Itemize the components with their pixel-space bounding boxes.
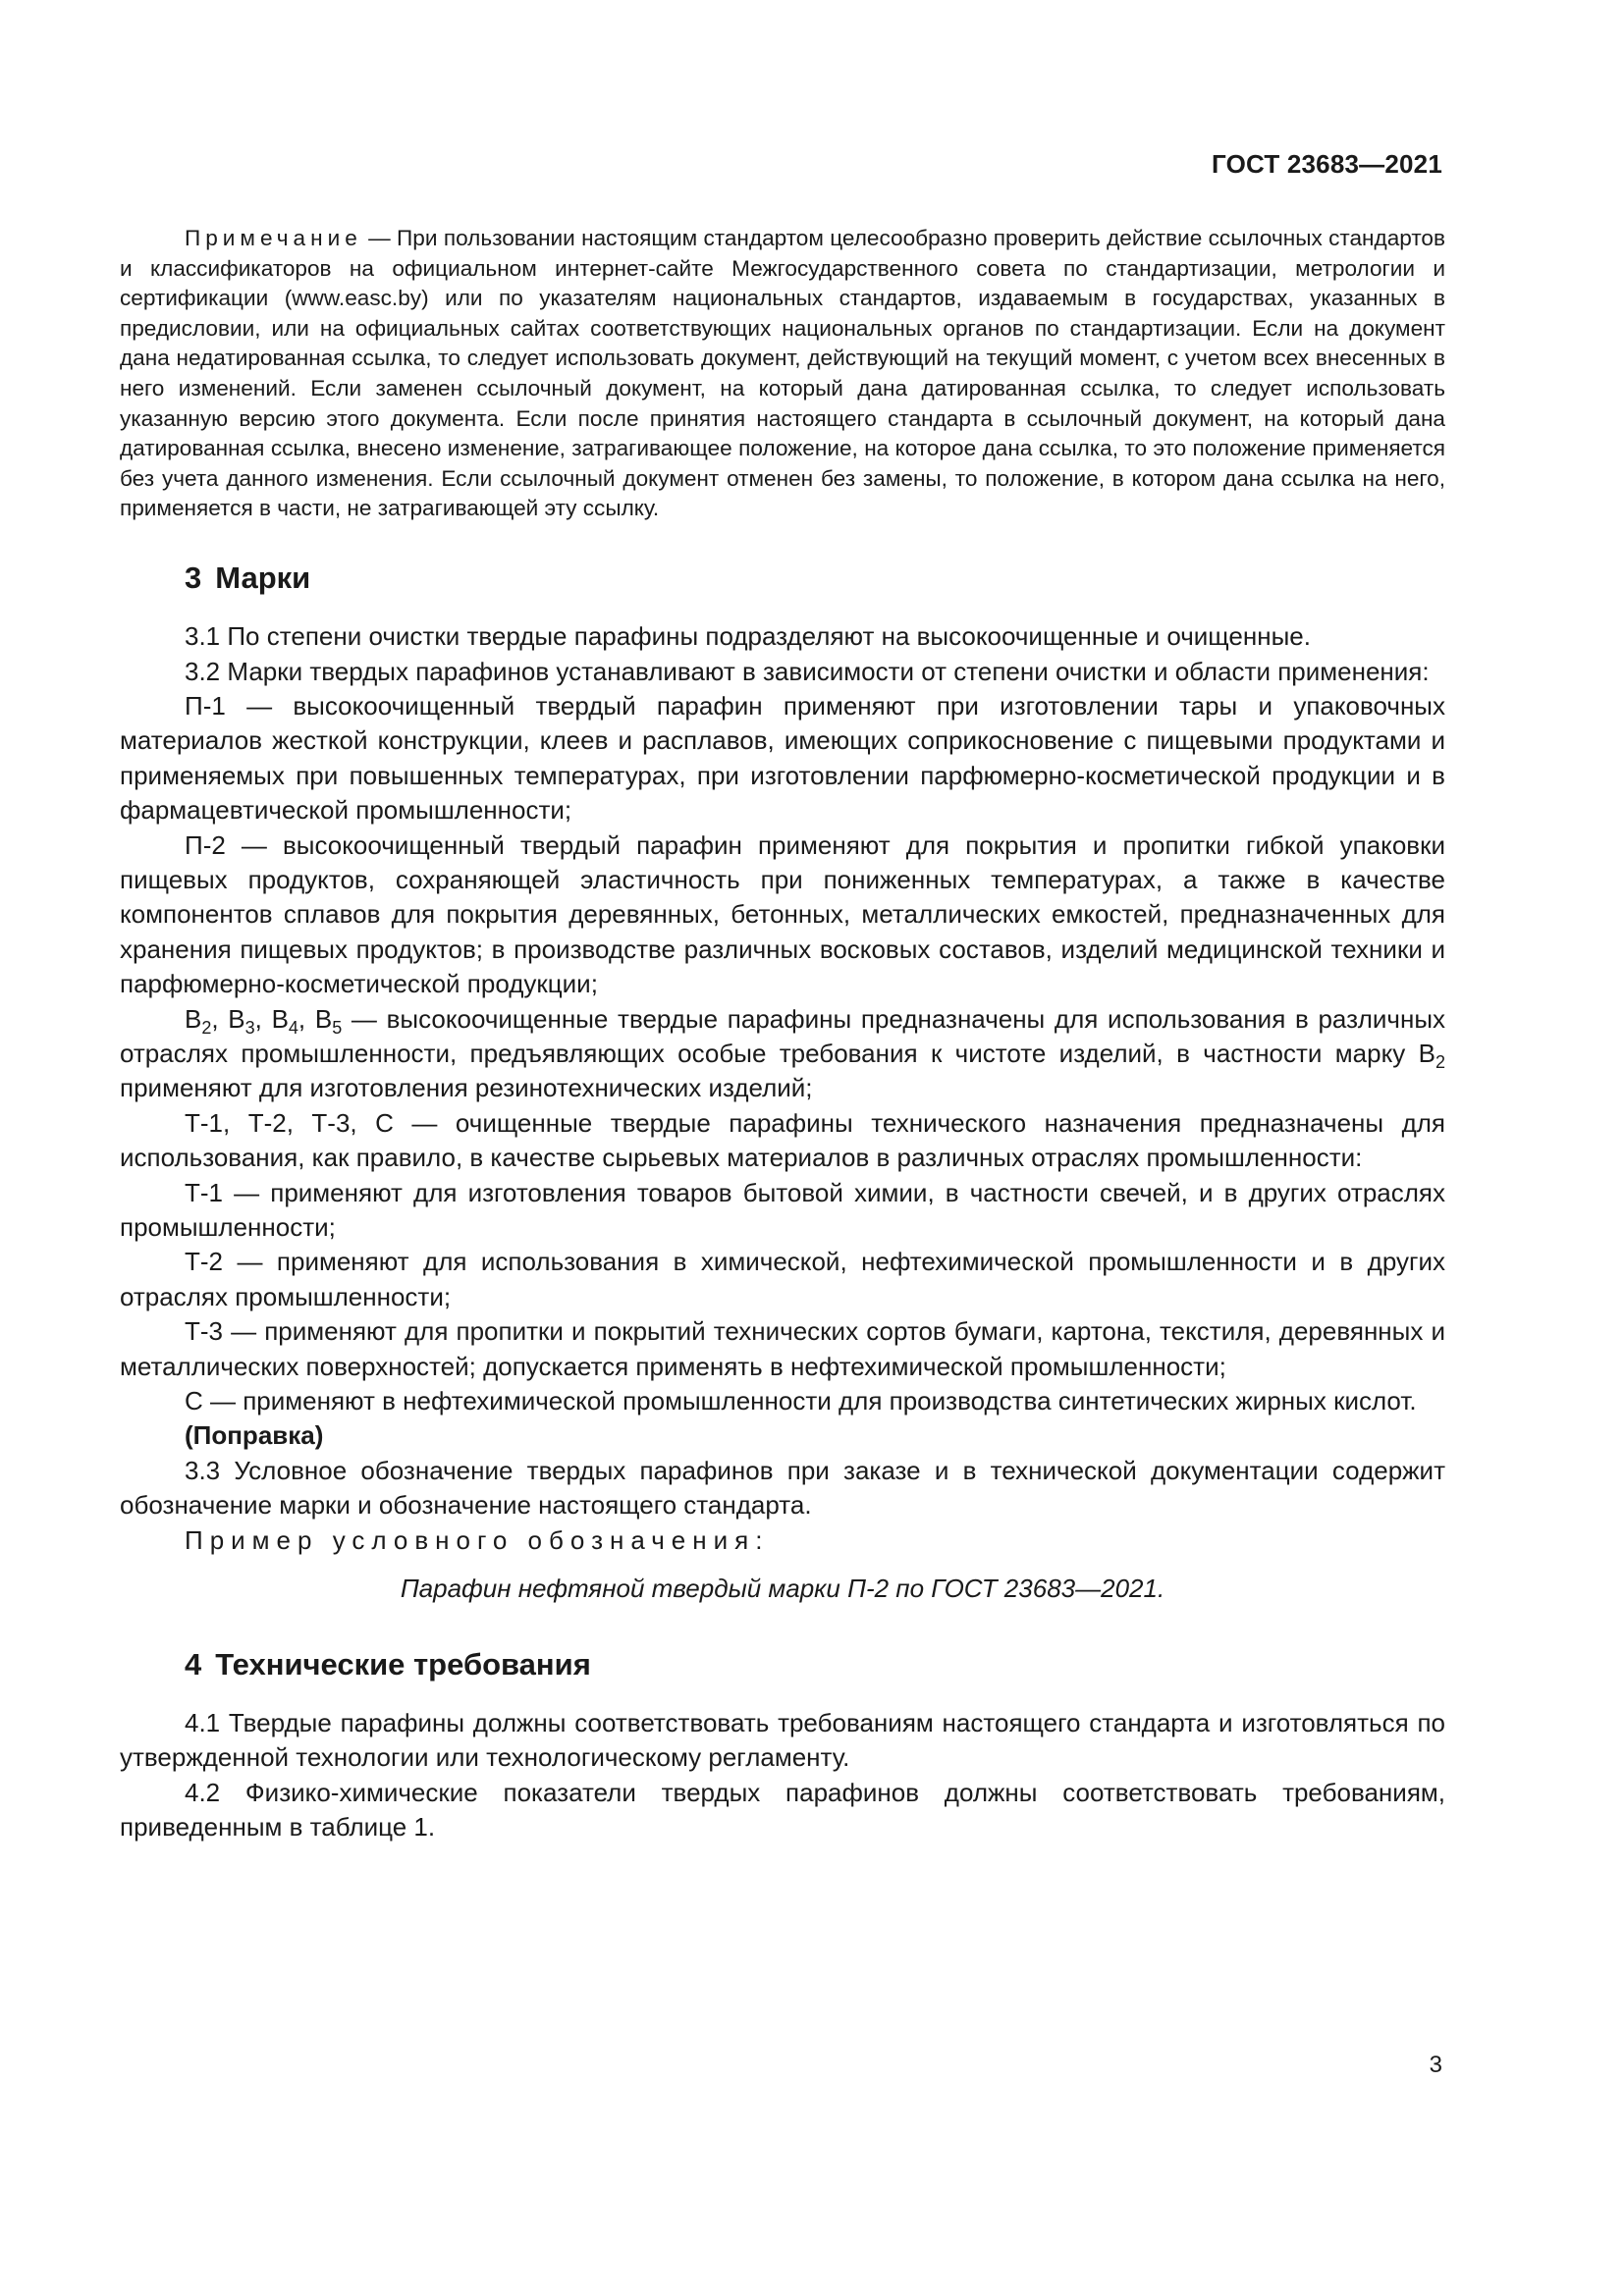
- page-content: [120, 224, 1445, 1844]
- paragraph-4-2: 4.2 Физико-химические показатели твердых парафинов должны соответствовать требованиям, приведенным в таблице 1.: [120, 1777, 1445, 1842]
- grade-b-sub-5: 5: [332, 1017, 343, 1038]
- page-number: 3: [1429, 2052, 1442, 2078]
- note-text: — При пользовании настоящим стандартом целесообразно проверить действие ссылочных стандартов и классификаторов на официальном интернет-сайте Межгосударственного совета по стандартизации, метрологии и сертификации (www.easc.by) или по указателям национальных стандартов, издаваемым в государствах, указанных в предисловии, или на официальных сайтах соответствующих национальных органов по стандартизации. Если на документ дана недатированная ссылка, то следует использовать документ, действующий на текущий момент, с учетом всех внесенных в него изменений. Если заменен ссылочный документ, на который дана датированная ссылка, то следует использовать указанную версию этого документа. Если после принятия настоящего стандарта в ссылочный документ, на который дана датированная ссылка, внесено изменение, затрагивающее положение, на которое дана ссылка, то это положение применяется без учета данного изменения. Если ссылочный документ отменен без замены, то положение, в котором дана ссылка на него, применяется в части, не затрагивающей эту ссылку.: [120, 226, 1445, 521]
- grade-b-letter: В: [271, 1003, 289, 1034]
- section-3-title: Марки: [215, 560, 311, 595]
- grade-b-letter: В: [228, 1003, 245, 1034]
- paragraph-grade-t2: Т-2 — применяют для использования в химической, нефтехимической промышленности и в других отраслях промышленности;: [120, 1247, 1445, 1311]
- section-4-heading: [185, 1646, 1445, 1682]
- section-4-title: Технические требования: [215, 1646, 591, 1682]
- section-3-heading: [185, 560, 1445, 596]
- grade-b-sub-4: 4: [288, 1017, 298, 1038]
- paragraph-grade-t1: Т-1 — применяют для изготовления товаров бытовой химии, в частности свечей, и в других отраслях промышленности;: [120, 1177, 1445, 1243]
- document-code: ГОСТ 23683—2021: [1212, 149, 1442, 179]
- paragraph-grade-p1: П-1 — высокоочищенный твердый парафин применяют при изготовлении тары и упаковочных материалов жесткой конструкции, клеев и расплавов, имеющих соприкосновение с пищевыми продуктами и применяемых при повышенных температурах, при изготовлении парфюмерно-косметической продукции и в фармацевтической промышленности;: [120, 690, 1445, 826]
- section-4-number: 4: [185, 1646, 202, 1682]
- grade-sep: ,: [298, 1003, 315, 1034]
- note-label: Примечание: [185, 226, 362, 250]
- grade-sep: ,: [211, 1003, 229, 1034]
- paragraph-3-1: 3.1 По степени очистки твердые парафины подразделяют на высокоочищенные и очищенные.: [185, 621, 1311, 652]
- section-3-number: 3: [185, 560, 202, 595]
- grades-b-text-end: применяют для изготовления резинотехнических изделий;: [120, 1073, 813, 1103]
- grade-b-letter: В: [314, 1003, 333, 1034]
- amendment-note: (Поправка): [185, 1420, 324, 1451]
- grade-b-sub-2: 2: [201, 1017, 212, 1038]
- paragraph-3-3: 3.3 Условное обозначение твердых парафинов при заказе и в технической документации содержит обозначение марки и обозначение настоящего стандарта.: [120, 1455, 1445, 1521]
- paragraph-3-2: 3.2 Марки твердых парафинов устанавливают в зависимости от степени очистки и области применения:: [185, 656, 1430, 686]
- example-designation: Парафин нефтяной твердый марки П-2 по ГОСТ 23683—2021.: [400, 1574, 1165, 1604]
- paragraph-grade-t3: Т-3 — применяют для пропитки и покрытий технических сортов бумаги, картона, текстиля, деревянных и металлических поверхностей; допускается применять в нефтехимической промышленности;: [120, 1316, 1445, 1381]
- paragraph-grades-b: [120, 1002, 1445, 1106]
- example-label: Пример условного обозначения:: [185, 1524, 770, 1555]
- paragraph-technical-group: Т-1, Т-2, Т-3, С — очищенные твердые парафины технического назначения предназначены для использования, как правило, в качестве сырьевых материалов в различных отраслях промышленности:: [120, 1107, 1445, 1173]
- grade-b-letter: В: [185, 1003, 202, 1034]
- grade-b-letter: В: [1418, 1039, 1435, 1068]
- paragraph-grade-c: С — применяют в нефтехимической промышленности для производства синтетических жирных кислот.: [185, 1386, 1417, 1416]
- grade-b-sub-3: 3: [244, 1017, 255, 1038]
- grade-b-sub-2: 2: [1435, 1052, 1445, 1072]
- grades-b-text: — высокоочищенные твердые парафины предназначены для использования в различных отраслях промышленности, предъявляющих особые требования к чистоте изделий, в частности марку: [120, 1003, 1446, 1068]
- paragraph-grade-p2: П-2 — высокоочищенный твердый парафин применяют для покрытия и пропитки гибкой упаковки пищевых продуктов, сохраняющей эластичность при пониженных температурах, а также в качестве компонентов сплавов для покрытия деревянных, бетонных, металлических емкостей, предназначенных для хранения пищевых продуктов; в производстве различных восковых составов, изделий медицинской техники и парфюмерно-косметической продукции;: [120, 829, 1445, 999]
- note-paragraph: [120, 224, 1445, 524]
- grade-sep: ,: [254, 1003, 272, 1034]
- paragraph-4-1: 4.1 Твердые парафины должны соответствовать требованиям настоящего стандарта и изготовляться по утвержденной технологии или технологическому регламенту.: [120, 1707, 1445, 1773]
